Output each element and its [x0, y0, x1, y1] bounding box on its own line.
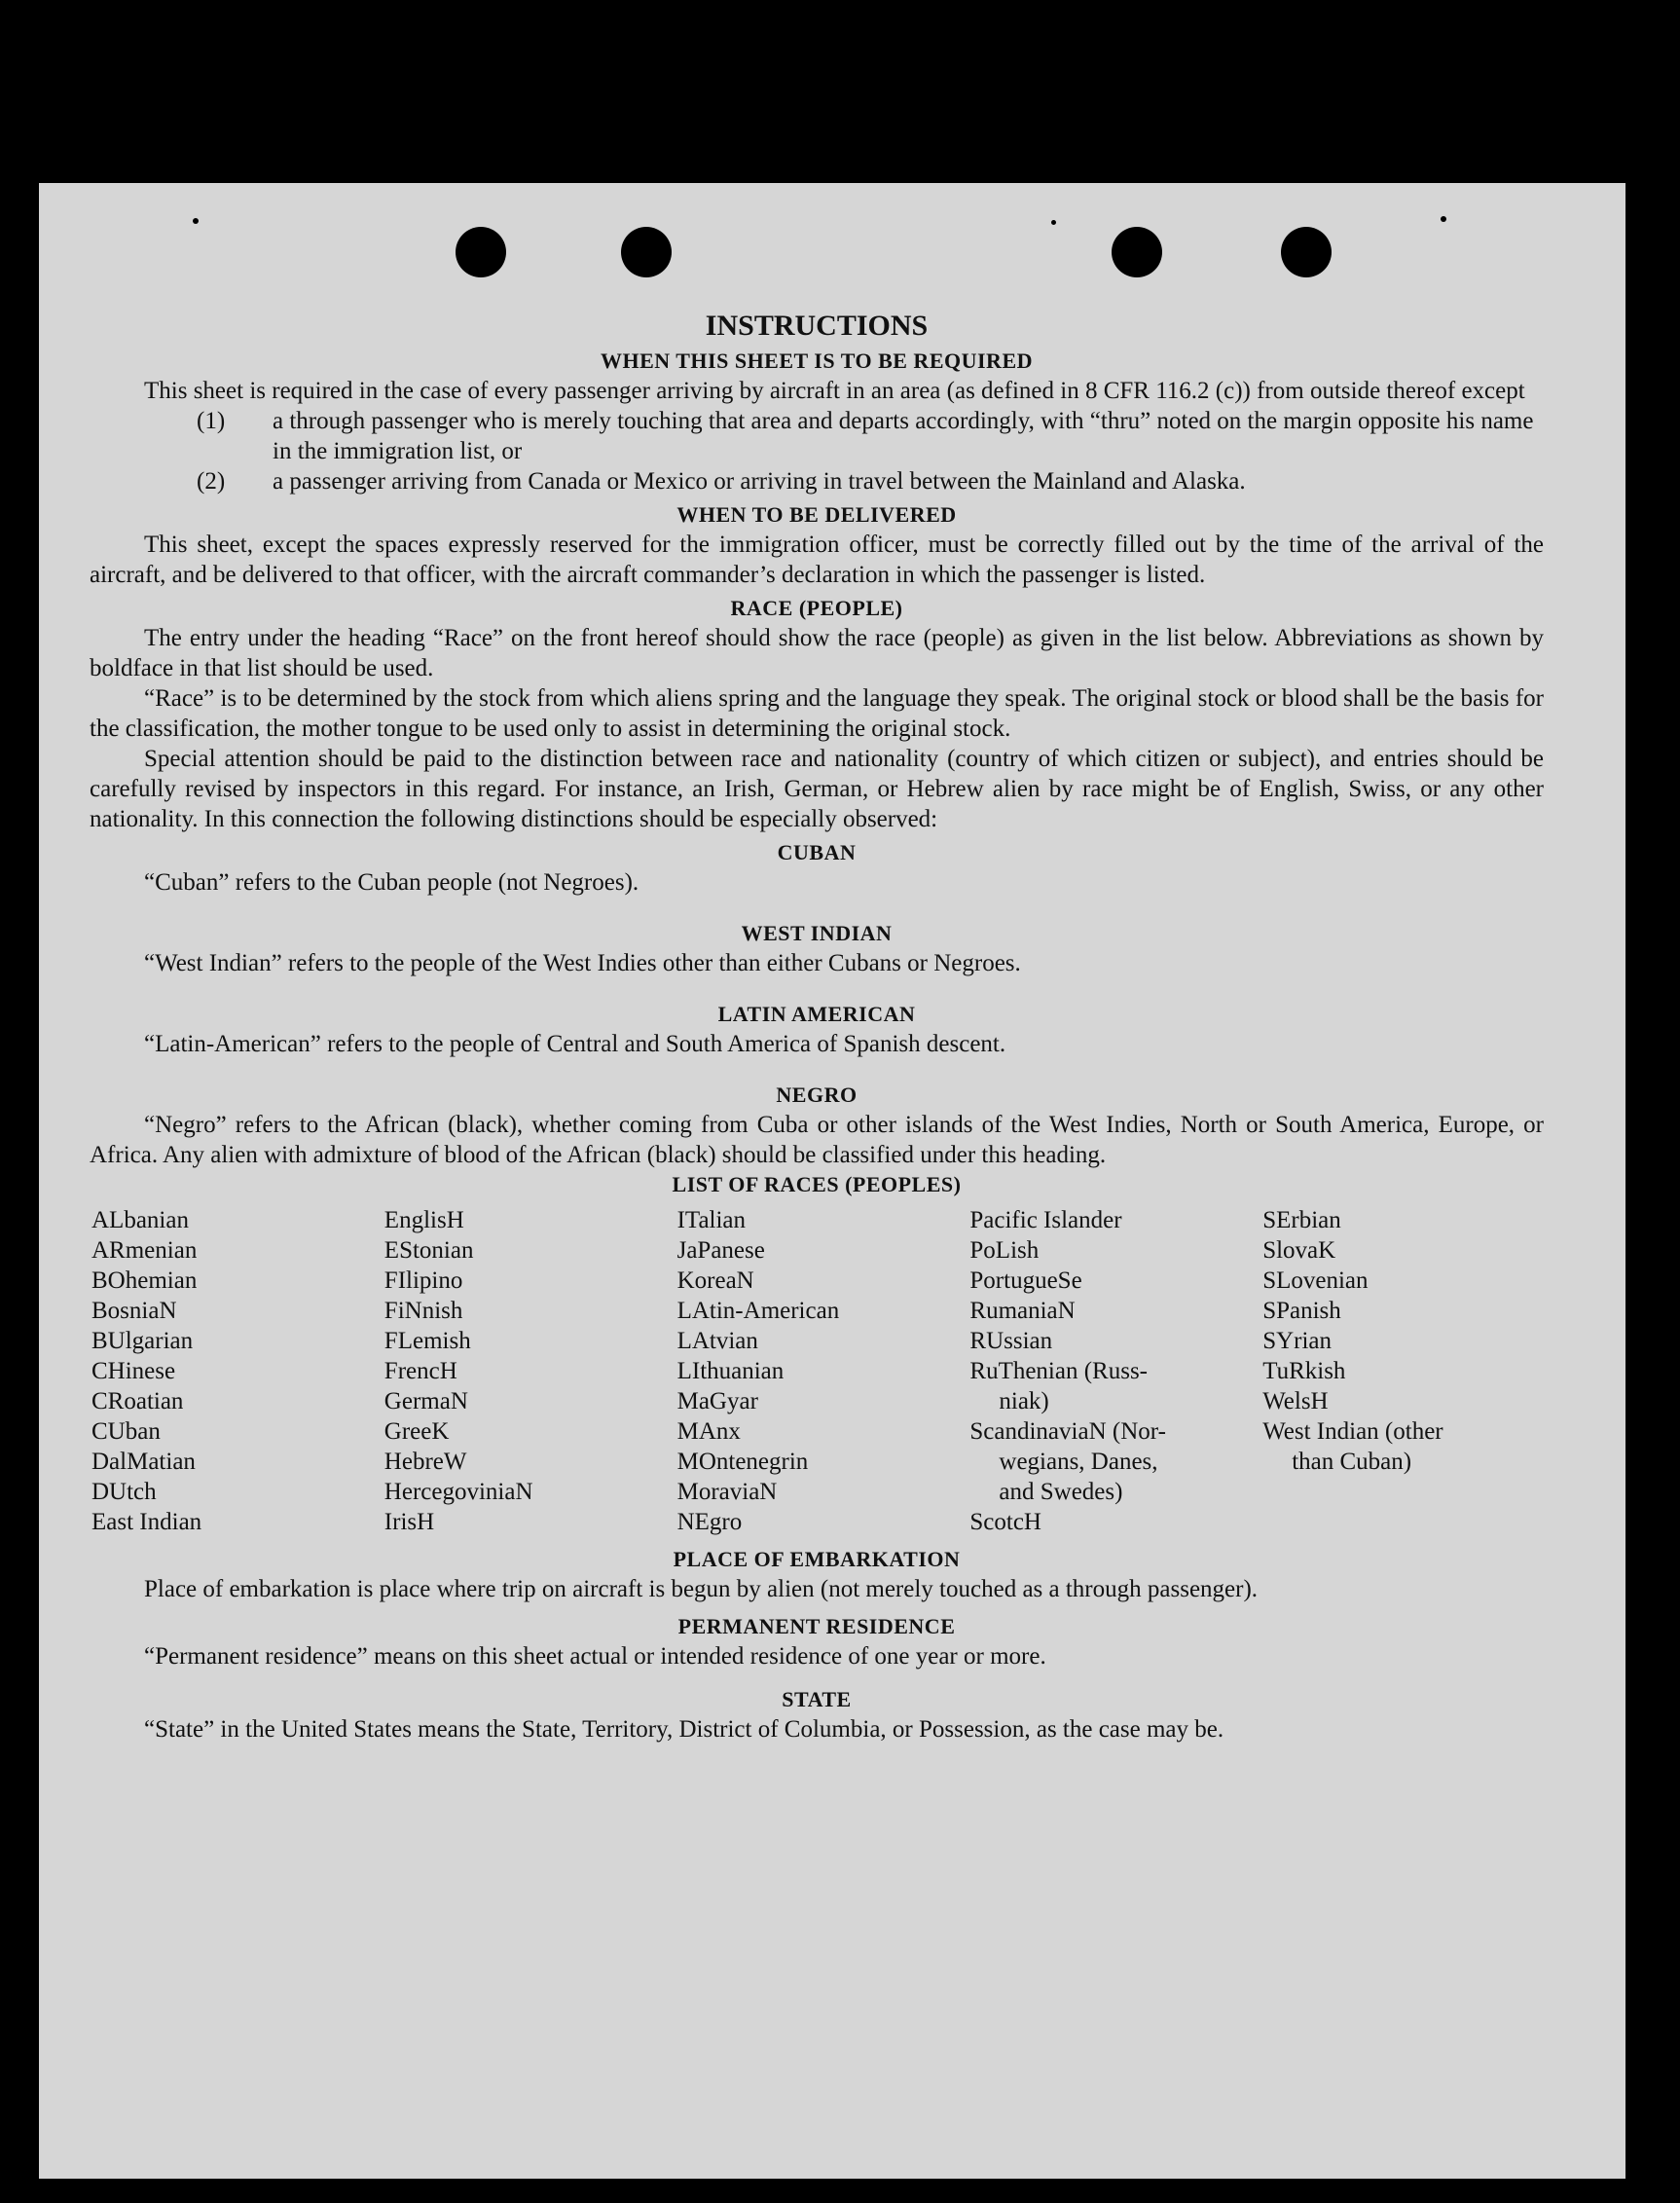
race-entry: MaGyar — [676, 1388, 758, 1414]
race-entry: TuRkish — [1262, 1358, 1346, 1384]
race-entry-continued: wegians, Danes, — [999, 1449, 1158, 1475]
race-entry: JaPanese — [676, 1237, 765, 1264]
list-item — [197, 406, 1544, 466]
heading-negro: NEGRO — [776, 1083, 858, 1107]
race-entry: CUban — [91, 1418, 161, 1445]
race-entry: SYrian — [1262, 1328, 1333, 1354]
race-entry: East Indian — [91, 1509, 202, 1535]
race-entry: FrencH — [383, 1358, 457, 1384]
race-entry: RuThenian (Russ- — [969, 1358, 1149, 1384]
race-entry: EnglisH — [383, 1207, 464, 1233]
paragraph-race: “Race” is to be determined by the stock from which aliens spring and the language they speak. The original stock or blood shall be the basis for the classification, the mother tongue to be used only to assist in determining the original stock. — [90, 685, 1544, 742]
race-entry: BUlgarian — [91, 1328, 194, 1354]
races-table — [91, 1205, 1544, 1537]
heading-west-indian: WEST INDIAN — [741, 921, 893, 945]
race-entry: ScandinaviaN (Nor- — [969, 1418, 1166, 1445]
document-sheet — [39, 183, 1625, 2179]
paragraph-permanent-residence: “Permanent residence” means on this sheet actual or intended residence of one year or more. — [144, 1643, 1046, 1670]
punch-hole — [1281, 227, 1332, 277]
item-number: (1) — [197, 408, 226, 434]
race-entry: NEgro — [676, 1509, 743, 1535]
paragraph-state: “State” in the United States means the State, Territory, District of Columbia, or Possession, as the case may be. — [144, 1716, 1224, 1743]
race-entry: CRoatian — [91, 1388, 184, 1414]
race-entry-continued: than Cuban) — [1292, 1449, 1412, 1475]
heading-state: STATE — [782, 1687, 852, 1711]
heading-latin-american: LATIN AMERICAN — [717, 1002, 916, 1026]
races-column — [677, 1205, 959, 1537]
heading-permanent-residence: PERMANENT RESIDENCE — [677, 1614, 956, 1638]
paragraph-race: Special attention should be paid to the distinction between race and nationality (country of which citizen or subject), and entries should be carefully revised by inspectors in this regard. For instance, an Irish, German, or Hebrew alien by race might be of English, Swiss, or any other nationality. In this connection the following distinctions should be especially observed: — [90, 746, 1544, 832]
heading-cuban: CUBAN — [777, 840, 857, 864]
race-entry: FIlipino — [383, 1267, 463, 1294]
heading-race: RACE (PEOPLE) — [730, 596, 903, 620]
race-entry: RUssian — [969, 1328, 1053, 1354]
race-entry: WelsH — [1262, 1388, 1329, 1414]
races-column — [384, 1205, 666, 1537]
race-entry: MOntenegrin — [676, 1449, 809, 1475]
races-column — [91, 1205, 373, 1537]
race-entry: BOhemian — [91, 1267, 198, 1294]
race-entry: HebreW — [383, 1449, 467, 1475]
race-entry: SlovaK — [1262, 1237, 1336, 1264]
race-entry: GermaN — [383, 1388, 468, 1414]
punch-hole — [1112, 227, 1162, 277]
list-item — [197, 466, 1544, 496]
race-entry: ARmenian — [91, 1237, 198, 1264]
race-entry: DUtch — [91, 1479, 157, 1505]
race-entry: ScotcH — [969, 1509, 1041, 1535]
page-title: INSTRUCTIONS — [705, 310, 929, 342]
item-number: (2) — [197, 468, 226, 495]
race-entry: MAnx — [676, 1418, 741, 1445]
races-column — [1262, 1205, 1544, 1537]
punch-hole — [456, 227, 506, 277]
race-entry: RumaniaN — [969, 1298, 1076, 1324]
item-text: a through passenger who is merely touching that area and departs accordingly, with “thru” noted on the margin opposite his name in the immigration list, or — [273, 408, 1534, 464]
paragraph-west-indian: “West Indian” refers to the people of the West Indies other than either Cubans or Negroes. — [144, 950, 1021, 976]
speck — [193, 218, 199, 224]
race-entry: LIthuanian — [676, 1358, 785, 1384]
race-entry: KoreaN — [676, 1267, 754, 1294]
race-entry-continued: niak) — [999, 1388, 1049, 1414]
speck — [1051, 220, 1056, 225]
paragraph-delivered: This sheet, except the spaces expressly reserved for the immigration officer, must be correctly filled out by the time of the arrival of the aircraft, and be delivered to that officer, with the aircraft commander’s declaration in which the passenger is listed. — [90, 532, 1544, 588]
speck — [1441, 216, 1446, 222]
race-entry: FLemish — [383, 1328, 471, 1354]
race-entry: SPanish — [1262, 1298, 1341, 1324]
punch-hole — [621, 227, 672, 277]
item-text: a passenger arriving from Canada or Mexico or arriving in travel between the Mainland and Alaska. — [273, 468, 1246, 495]
heading-embarkation: PLACE OF EMBARKATION — [673, 1547, 961, 1571]
paragraph-cuban: “Cuban” refers to the Cuban people (not Negroes). — [144, 869, 639, 896]
race-entry: SErbian — [1262, 1207, 1341, 1233]
race-entry: ALbanian — [91, 1207, 189, 1233]
race-entry: ITalian — [676, 1207, 747, 1233]
paragraph-negro: “Negro” refers to the African (black), whether coming from Cuba or other islands of the West Indies, North or South America, Europe, or Africa. Any alien with admixture of blood of the African (black) should be classified under this heading. — [90, 1112, 1544, 1168]
paragraph-race: The entry under the heading “Race” on the front hereof should show the race (people) as given in the list below. Abbreviations as shown by boldface in that list should be used. — [90, 625, 1544, 681]
race-entry: MoraviaN — [676, 1479, 778, 1505]
race-entry-continued: and Swedes) — [999, 1479, 1123, 1505]
race-entry: HercegoviniaN — [383, 1479, 533, 1505]
race-entry: PortugueSe — [969, 1267, 1082, 1294]
race-entry: PoLish — [969, 1237, 1040, 1264]
race-entry: LAtvian — [676, 1328, 758, 1354]
race-entry: CHinese — [91, 1358, 176, 1384]
race-entry: EStonian — [383, 1237, 474, 1264]
race-entry: BosniaN — [91, 1298, 177, 1324]
race-entry: SLovenian — [1262, 1267, 1369, 1294]
race-entry: IrisH — [383, 1509, 435, 1535]
heading-when-required: WHEN THIS SHEET IS TO BE REQUIRED — [600, 349, 1034, 373]
race-entry: West Indian (other — [1262, 1418, 1443, 1445]
paragraph-latin-american: “Latin-American” refers to the people of Central and South America of Spanish descent. — [144, 1031, 1006, 1057]
heading-list-of-races: LIST OF RACES (PEOPLES) — [672, 1172, 962, 1196]
race-entry: GreeK — [383, 1418, 450, 1445]
race-entry: DalMatian — [91, 1449, 196, 1475]
paragraph-required-intro: This sheet is required in the case of every passenger arriving by aircraft in an area (as defined in 8 CFR 116.2 (c)) from outside thereof except — [144, 378, 1525, 404]
races-column — [969, 1205, 1251, 1537]
race-entry: LAtin-American — [676, 1298, 840, 1324]
heading-when-delivered: WHEN TO BE DELIVERED — [676, 502, 957, 527]
instructions-content — [90, 310, 1544, 1744]
race-entry: FiNnish — [383, 1298, 463, 1324]
paragraph-embarkation: Place of embarkation is place where trip on aircraft is begun by alien (not merely touched as a through passenger). — [144, 1576, 1259, 1602]
race-entry: Pacific Islander — [969, 1207, 1122, 1233]
